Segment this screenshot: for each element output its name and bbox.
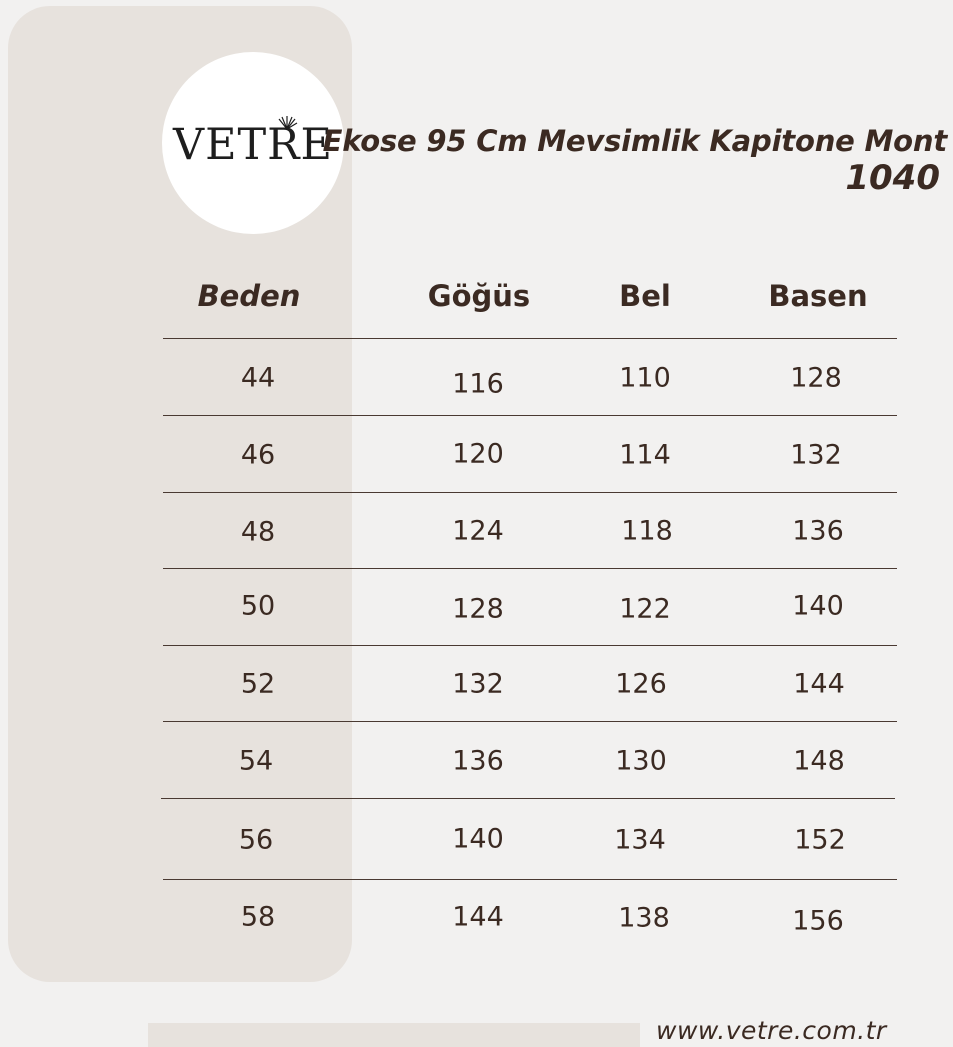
cell-gogus: 144: [452, 901, 504, 933]
cell-bel: 110: [619, 362, 671, 394]
header-basen: Basen: [768, 279, 868, 313]
cell-bel: 114: [619, 439, 671, 471]
cell-gogus: 140: [452, 823, 504, 855]
cell-basen: 148: [793, 745, 845, 777]
cell-gogus: 136: [452, 745, 504, 777]
row-divider: [163, 492, 897, 493]
cell-bel: 118: [621, 515, 673, 547]
row-divider: [163, 415, 897, 416]
cell-basen: 128: [790, 362, 842, 394]
cell-bel: 138: [618, 902, 670, 934]
cell-beden: 54: [238, 745, 274, 777]
footer-url[interactable]: www.vetre.com.tr: [656, 1016, 887, 1045]
cell-beden: 44: [240, 362, 276, 394]
logo-wordmark: VETRE: [173, 120, 333, 170]
row-divider: [163, 879, 897, 880]
cell-gogus: 128: [452, 593, 504, 625]
row-divider: [163, 338, 897, 339]
cell-basen: 132: [790, 439, 842, 471]
header-gogus: Göğüs: [427, 279, 531, 313]
cell-basen: 156: [792, 905, 844, 937]
cell-beden: 56: [238, 824, 274, 856]
brand-logo: [162, 52, 344, 234]
cell-beden: 58: [240, 901, 276, 933]
row-divider: [163, 645, 897, 646]
header-beden: Beden: [197, 279, 301, 313]
cell-bel: 134: [614, 824, 666, 856]
cell-basen: 144: [793, 668, 845, 700]
product-title: Ekose 95 Cm Mevsimlik Kapitone Mont: [322, 124, 947, 158]
cell-basen: 140: [792, 590, 844, 622]
cell-basen: 136: [792, 515, 844, 547]
cell-bel: 122: [619, 593, 671, 625]
cell-gogus: 132: [452, 668, 504, 700]
cell-bel: 126: [615, 668, 667, 700]
cell-gogus: 116: [452, 368, 504, 400]
cell-basen: 152: [794, 824, 846, 856]
cell-gogus: 124: [452, 515, 504, 547]
cell-beden: 52: [240, 668, 276, 700]
cell-bel: 130: [615, 745, 667, 777]
row-divider: [163, 568, 897, 569]
cell-beden: 46: [240, 439, 276, 471]
sparkle-fan-icon: [276, 116, 298, 130]
header-bel: Bel: [619, 279, 671, 313]
product-code: 1040: [845, 158, 940, 198]
row-divider: [161, 798, 895, 799]
cell-beden: 50: [240, 590, 276, 622]
cell-gogus: 120: [452, 438, 504, 470]
row-divider: [163, 721, 897, 722]
cell-beden: 48: [240, 516, 276, 548]
footer-bar: [148, 1023, 640, 1047]
